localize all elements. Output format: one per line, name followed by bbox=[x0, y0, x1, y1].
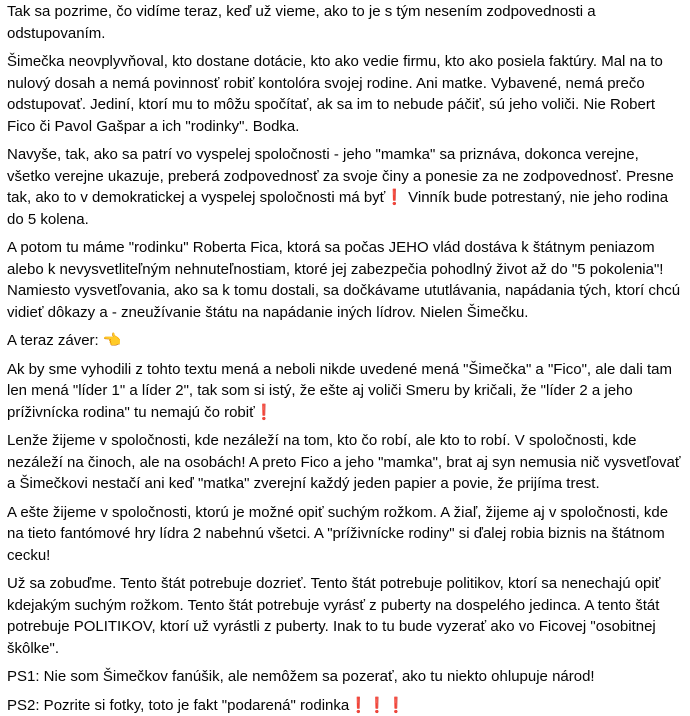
paragraph-ps2-text: PS2: Pozrite si fotky, toto je fakt "podarená" rodinka bbox=[7, 697, 349, 714]
exclamation-icon: ❗ bbox=[368, 695, 387, 716]
paragraph-4: A potom tu máme "rodinku" Roberta Fica, ktorá sa počas JEHO vlád dostáva k štátnym peniazom alebo k nevysvetliteľným nehnuteľnostiam, ktoré jej zabezpečia pohodlný život až do "5 pokolenia"! Namiesto vysvetľovania, ako sa k tomu dostali, sa dočkávame ututlávania, napádania tých, ktorí chcú vidieť dôkazy a - zneužívanie štátu na napádanie iných lídrov. Nielen Šimečku. bbox=[7, 237, 682, 323]
paragraph-ps2 bbox=[7, 695, 682, 716]
paragraph-6-text: Ak by sme vyhodili z tohto textu mená a neboli nikde uvedené mená "Šimečka" a "Fico", ale dali tam len mená "líder 1" a líder 2", tak som si istý, že ešte aj voliči Smeru by kričali, že "líder 2 a jeho príživnícka rodina" tu nemajú čo robiť bbox=[7, 361, 672, 421]
paragraph-ps1: PS1: Nie som Šimečkov fanúšik, ale nemôžem sa pozerať, ako tu niekto ohlupuje národ! bbox=[7, 666, 682, 688]
paragraph-7: Lenže žijeme v spoločnosti, kde nezáleží na tom, kto čo robí, ale kto to robí. V spoločnosti, kde nezáleží na činoch, ale na osobách! A preto Fico a jeho "mamka", brat aj syn nemusia nič vysvetľovať a Šimečkovi nestačí ani keď "matka" zverejní každý jeden papier a povie, že prijíma trest. bbox=[7, 430, 682, 495]
paragraph-6 bbox=[7, 359, 682, 424]
exclamation-icon: ❗ bbox=[255, 402, 274, 424]
paragraph-5 bbox=[7, 330, 682, 352]
paragraph-3-text-b: Vinník bude potrestaný, nie jeho rodina do 5 kolena. bbox=[7, 189, 668, 228]
exclamation-icon: ❗ bbox=[387, 695, 406, 716]
exclamation-icon: ❗ bbox=[385, 187, 404, 209]
exclamation-icon: ❗ bbox=[349, 695, 368, 716]
paragraph-3-text-a: Navyše, tak, ako sa patrí vo vyspelej spoločnosti - jeho "mamka" sa priznáva, dokonca verejne, všetko verejne ukazuje, preberá zodpovednosť za svoje činy a ponesie za ne zodpovednosť. Presne tak, ako to v demokratickej a vyspelej spoločnosti má byť bbox=[7, 146, 674, 206]
paragraph-3 bbox=[7, 144, 682, 230]
paragraph-1: Tak sa pozrime, čo vidíme teraz, keď už vieme, ako to je s tým nesením zodpovednosti a odstupovaním. bbox=[7, 1, 682, 44]
paragraph-9: Už sa zobuďme. Tento štát potrebuje dozrieť. Tento štát potrebuje politikov, ktorí sa nenechajú opiť kdejakým suchým rožkom. Tento štát potrebuje vyrásť z puberty na dospelého jedinca. A tento štát potrebuje POLITIKOV, ktorí už vyrástli z puberty. Inak to tu bude vyzerať ako vo Ficovej "osobitnej škôlke". bbox=[7, 573, 682, 659]
paragraph-5-text: A teraz záver: bbox=[7, 332, 103, 349]
pointing-hand-icon: 👈 bbox=[103, 330, 122, 352]
paragraph-2: Šimečka neovplyvňoval, kto dostane dotácie, kto ako vedie firmu, kto ako posiela faktúry. Mal na to nulový dosah a nemá povinnosť robiť kontolóra svojej rodine. Ani matke. Vybavené, nemá prečo odstupovať. Jediní, ktorí mu to môžu spočítať, ak sa im to nebude páčiť, sú jeho voliči. Nie Robert Fico či Pavol Gašpar a ich "rodinky". Bodka. bbox=[7, 51, 682, 137]
paragraph-8: A ešte žijeme v spoločnosti, ktorú je možné opiť suchým rožkom. A žiaľ, žijeme aj v spoločnosti, kde na tieto fantómové hry lídra 2 nabehnú všetci. A "príživnícke rodiny" si ďalej robia biznis na štátnom cecku! bbox=[7, 502, 682, 567]
